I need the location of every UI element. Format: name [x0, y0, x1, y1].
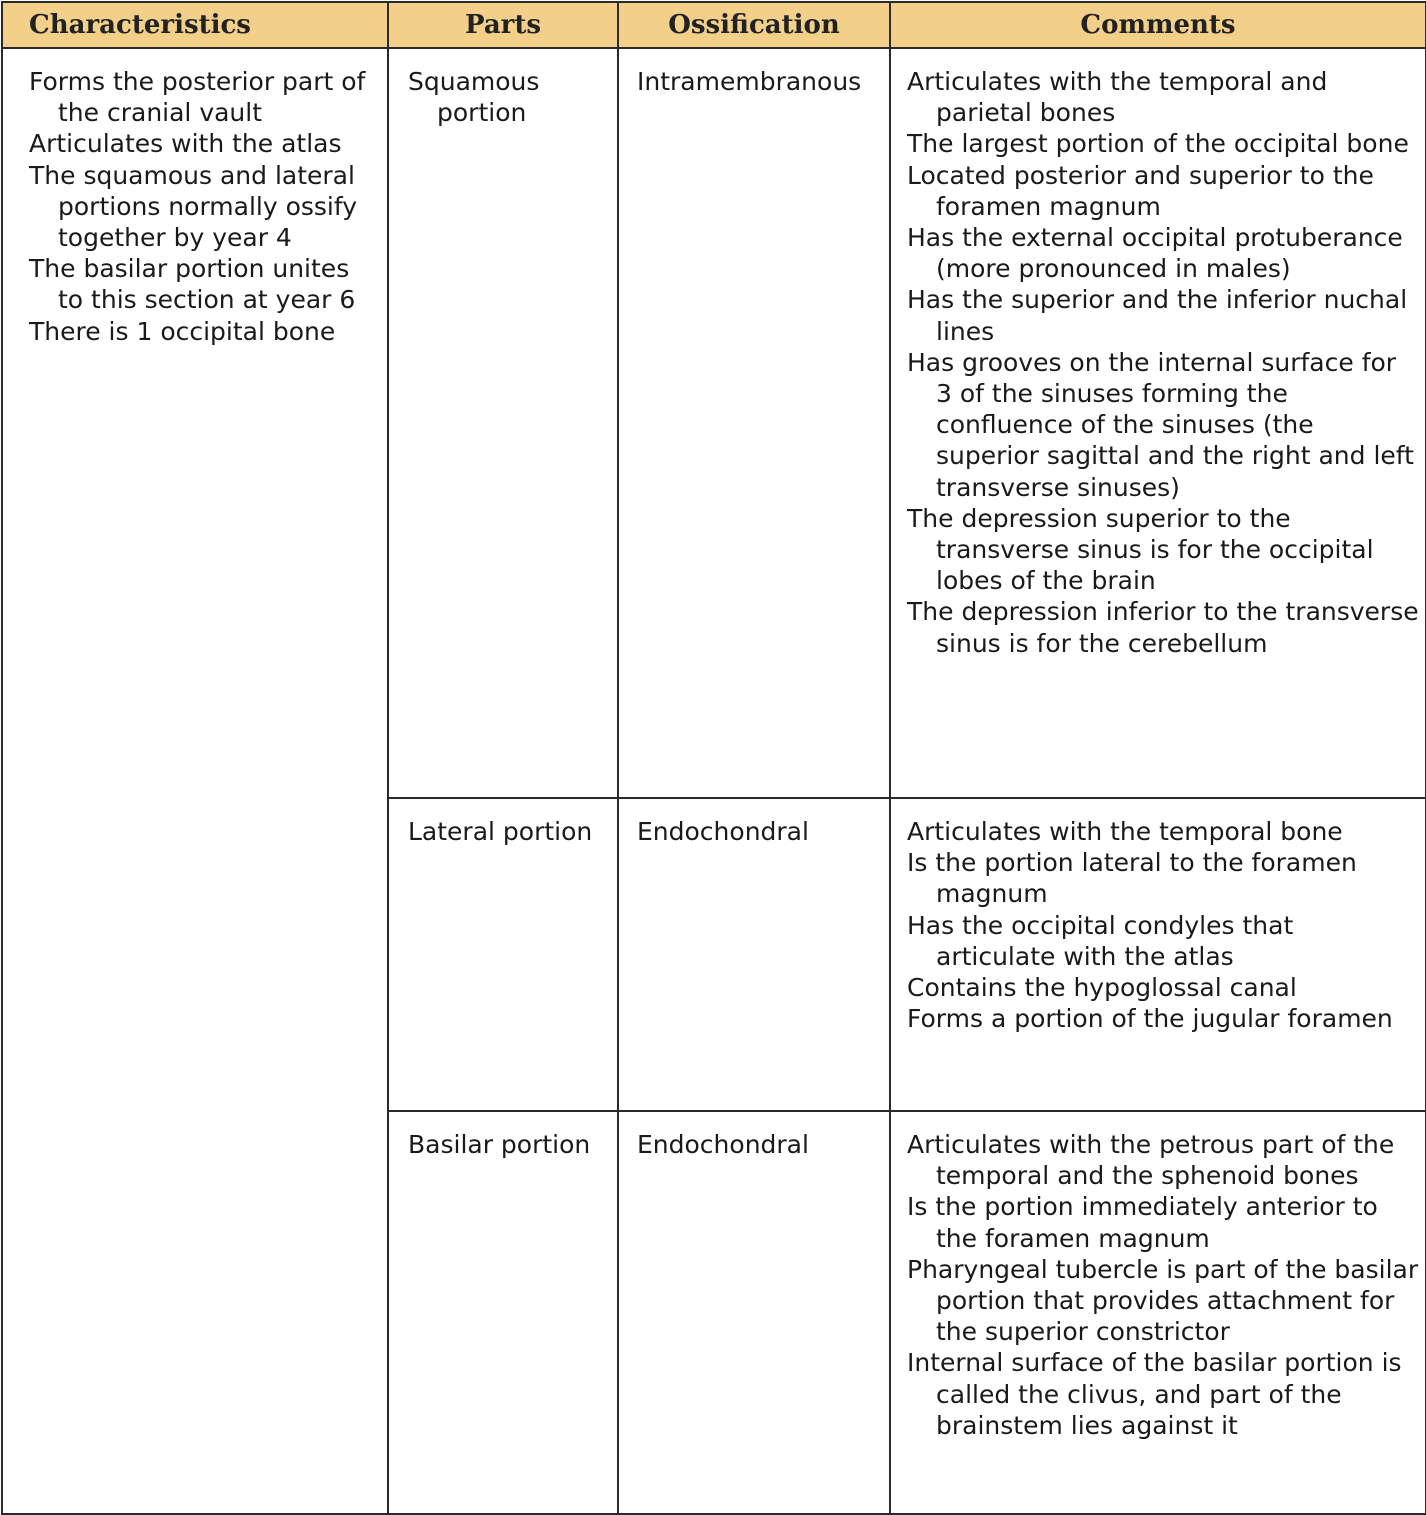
part-name: Basilar portion	[408, 1130, 591, 1159]
part-cell	[388, 48, 618, 798]
comment-item: Located posterior and superior to the foramen magnum	[907, 160, 1374, 221]
comment-item: The depression inferior to the transverse sinus is for the cerebellum	[907, 597, 1419, 658]
ossification-value: Endochondral	[637, 1130, 809, 1159]
ossification-cell	[618, 1111, 890, 1514]
part-name: Lateral portion	[408, 817, 593, 846]
characteristic-item: The basilar portion unites to this section at year 6	[29, 254, 356, 315]
comment-item: Is the portion lateral to the foramen magnum	[907, 848, 1357, 909]
characteristic-item: Articulates with the atlas	[29, 129, 342, 159]
comment-item: Has the external occipital protuberance (more pronounced in males)	[907, 223, 1403, 284]
comments-cell	[890, 48, 1426, 798]
comment-item: Forms a portion of the jugular foramen	[907, 1004, 1393, 1034]
occipital-bone-table	[1, 1, 1426, 1515]
comment-item: Is the portion immediately anterior to the foramen magnum	[907, 1192, 1378, 1253]
ossification-cell	[618, 798, 890, 1111]
comments-cell	[890, 798, 1426, 1111]
header-characteristics: Characteristics	[2, 2, 388, 48]
part-name: Squamous portion	[408, 67, 540, 128]
comment-item: Contains the hypoglossal canal	[907, 973, 1297, 1003]
ossification-cell	[618, 48, 890, 798]
header-row	[2, 2, 1426, 48]
part-cell	[388, 798, 618, 1111]
characteristics-cell	[2, 48, 388, 1514]
ossification-value: Intramembranous	[637, 67, 862, 96]
comment-item: Internal surface of the basilar portion is called the clivus, and part of the brainstem lies against it	[907, 1348, 1402, 1440]
part-cell	[388, 1111, 618, 1514]
comment-item: The depression superior to the transverse sinus is for the occipital lobes of the brain	[907, 503, 1374, 596]
characteristic-item: There is 1 occipital bone	[29, 316, 336, 346]
comment-item: Has the superior and the inferior nuchal lines	[907, 285, 1408, 346]
ossification-value: Endochondral	[637, 817, 809, 846]
header-ossification: Ossification	[618, 2, 890, 48]
header-comments: Comments	[890, 2, 1426, 48]
comment-item: The largest portion of the occipital bone	[907, 129, 1409, 159]
characteristic-item: The squamous and lateral portions normally ossify together by year 4	[29, 160, 358, 253]
comment-item: Pharyngeal tubercle is part of the basilar portion that provides attachment for the superior constrictor	[907, 1254, 1419, 1347]
comment-item: Articulates with the temporal and parietal bones	[907, 67, 1328, 128]
comment-item: Has grooves on the internal surface for 3 of the sinuses forming the confluence of the sinuses (the superior sagittal and the right and left transverse sinuses)	[907, 347, 1414, 502]
comment-item: Articulates with the temporal bone	[907, 817, 1343, 846]
comment-item: Articulates with the petrous part of the temporal and the sphenoid bones	[907, 1130, 1395, 1191]
comment-item: Has the occipital condyles that articulate with the atlas	[907, 910, 1294, 971]
characteristic-item: Forms the posterior part of the cranial vault	[29, 67, 366, 128]
header-parts: Parts	[388, 2, 618, 48]
comments-cell	[890, 1111, 1426, 1514]
table-row-squamous	[2, 48, 1426, 798]
